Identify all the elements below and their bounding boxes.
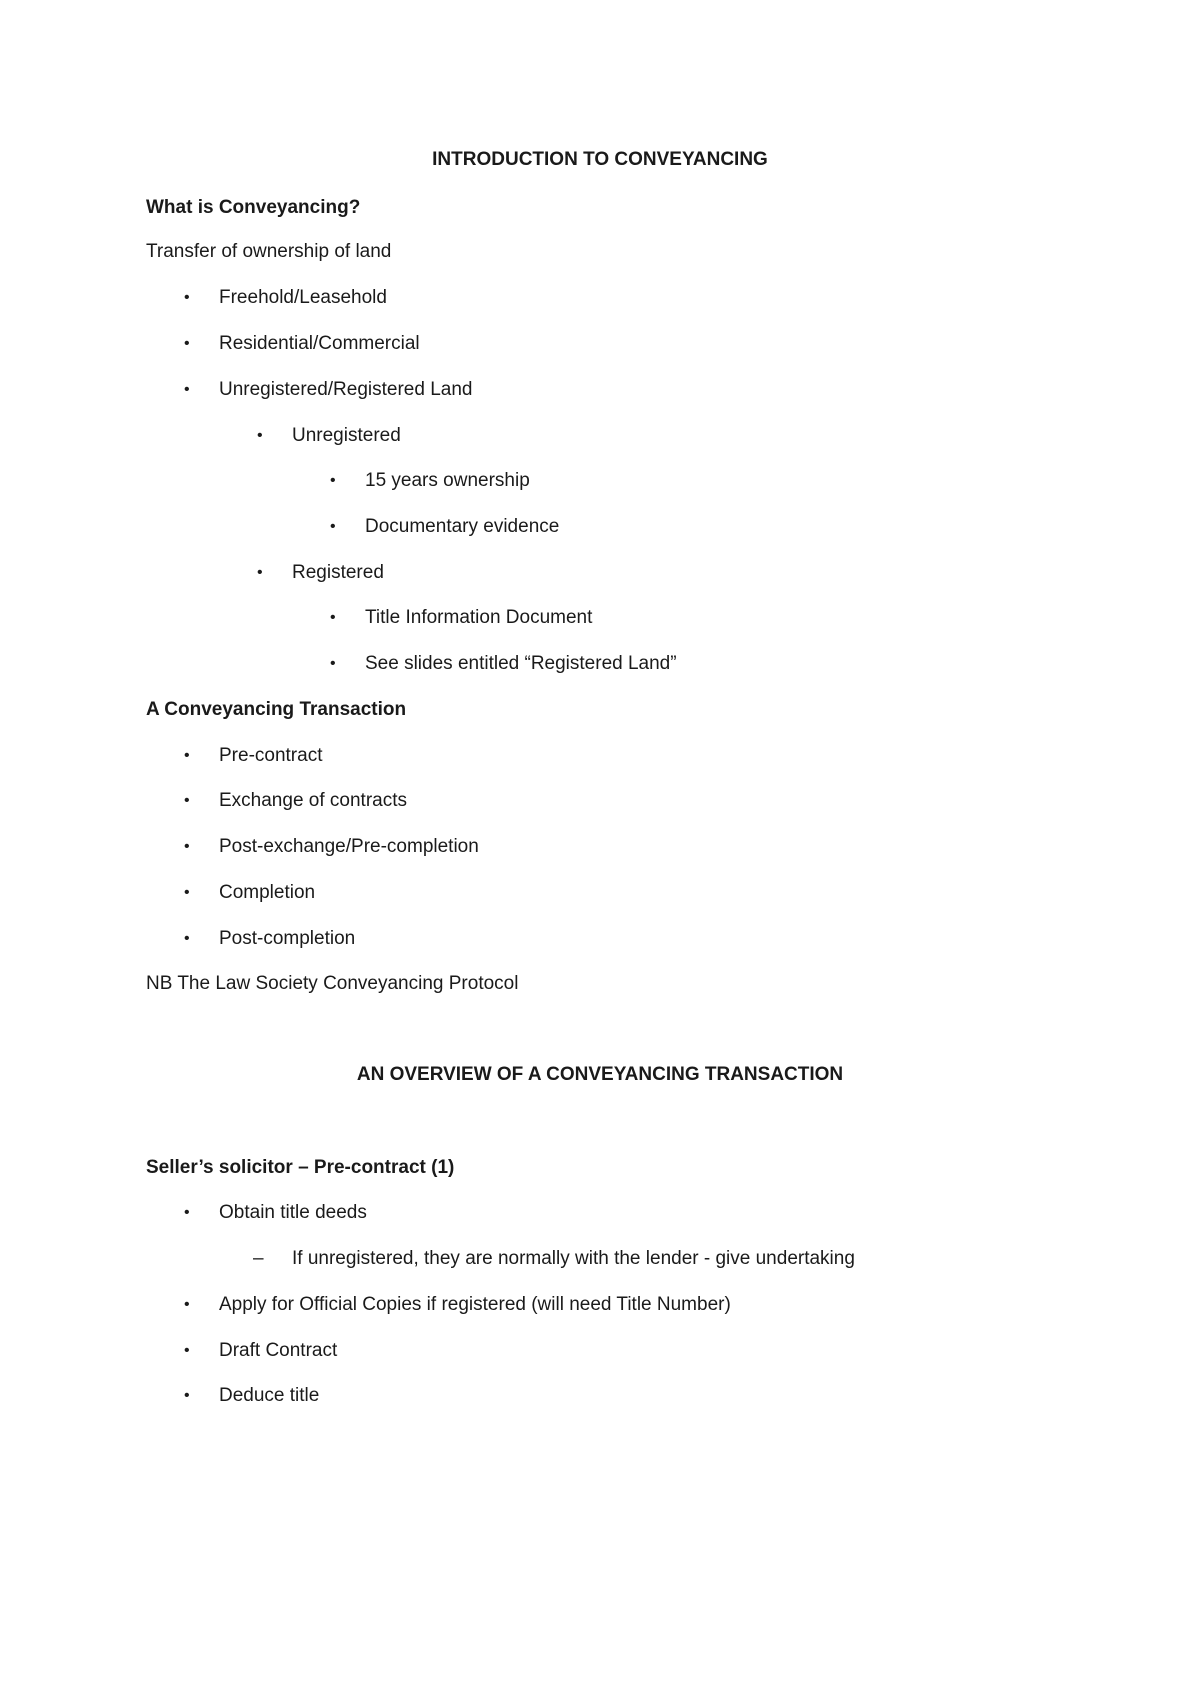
list-item: Documentary evidence — [365, 516, 560, 537]
bullet-icon: • — [257, 564, 263, 581]
list-item: Freehold/Leasehold — [219, 287, 387, 308]
list-item: Apply for Official Copies if registered (will need Title Number) — [219, 1294, 731, 1315]
list-item: Registered — [292, 562, 384, 583]
bullet-icon: • — [184, 1387, 190, 1404]
list-item: Post-exchange/Pre-completion — [219, 836, 479, 857]
bullet-icon: • — [184, 747, 190, 764]
section-title: AN OVERVIEW OF A CONVEYANCING TRANSACTION — [356, 1064, 844, 1085]
bullet-icon: • — [330, 655, 336, 672]
list-item: Unregistered/Registered Land — [219, 379, 473, 400]
bullet-icon: • — [184, 792, 190, 809]
heading-conveyancing-transaction: A Conveyancing Transaction — [146, 699, 407, 720]
list-item: Draft Contract — [219, 1340, 338, 1361]
list-item: Unregistered — [292, 425, 401, 446]
list-item: Pre-contract — [219, 745, 323, 766]
list-item: Completion — [219, 882, 316, 903]
list-item: If unregistered, they are normally with the lender - give undertaking — [292, 1248, 855, 1269]
bullet-icon: • — [330, 472, 336, 489]
bullet-icon: • — [184, 381, 190, 398]
bullet-icon: • — [184, 884, 190, 901]
list-item: 15 years ownership — [365, 470, 530, 491]
bullet-icon: • — [184, 838, 190, 855]
bullet-icon: • — [257, 427, 263, 444]
dash-marker: – — [253, 1248, 264, 1269]
bullet-icon: • — [184, 289, 190, 306]
list-item: Obtain title deeds — [219, 1202, 367, 1223]
heading-what-is-conveyancing: What is Conveyancing? — [146, 197, 361, 218]
intro-text: Transfer of ownership of land — [146, 241, 392, 262]
list-item: Exchange of contracts — [219, 790, 407, 811]
bullet-icon: • — [184, 335, 190, 352]
list-item: Post-completion — [219, 928, 356, 949]
note-text: NB The Law Society Conveyancing Protocol — [146, 973, 519, 994]
list-item: Deduce title — [219, 1385, 320, 1406]
bullet-icon: • — [330, 518, 336, 535]
list-item: Title Information Document — [365, 607, 593, 628]
bullet-icon: • — [184, 1296, 190, 1313]
bullet-icon: • — [330, 609, 336, 626]
bullet-icon: • — [184, 1204, 190, 1221]
bullet-icon: • — [184, 930, 190, 947]
list-item: See slides entitled “Registered Land” — [365, 653, 677, 674]
list-item: Residential/Commercial — [219, 333, 420, 354]
bullet-icon: • — [184, 1342, 190, 1359]
heading-seller-solicitor: Seller’s solicitor – Pre-contract (1) — [146, 1157, 455, 1178]
page-title: INTRODUCTION TO CONVEYANCING — [432, 149, 768, 170]
